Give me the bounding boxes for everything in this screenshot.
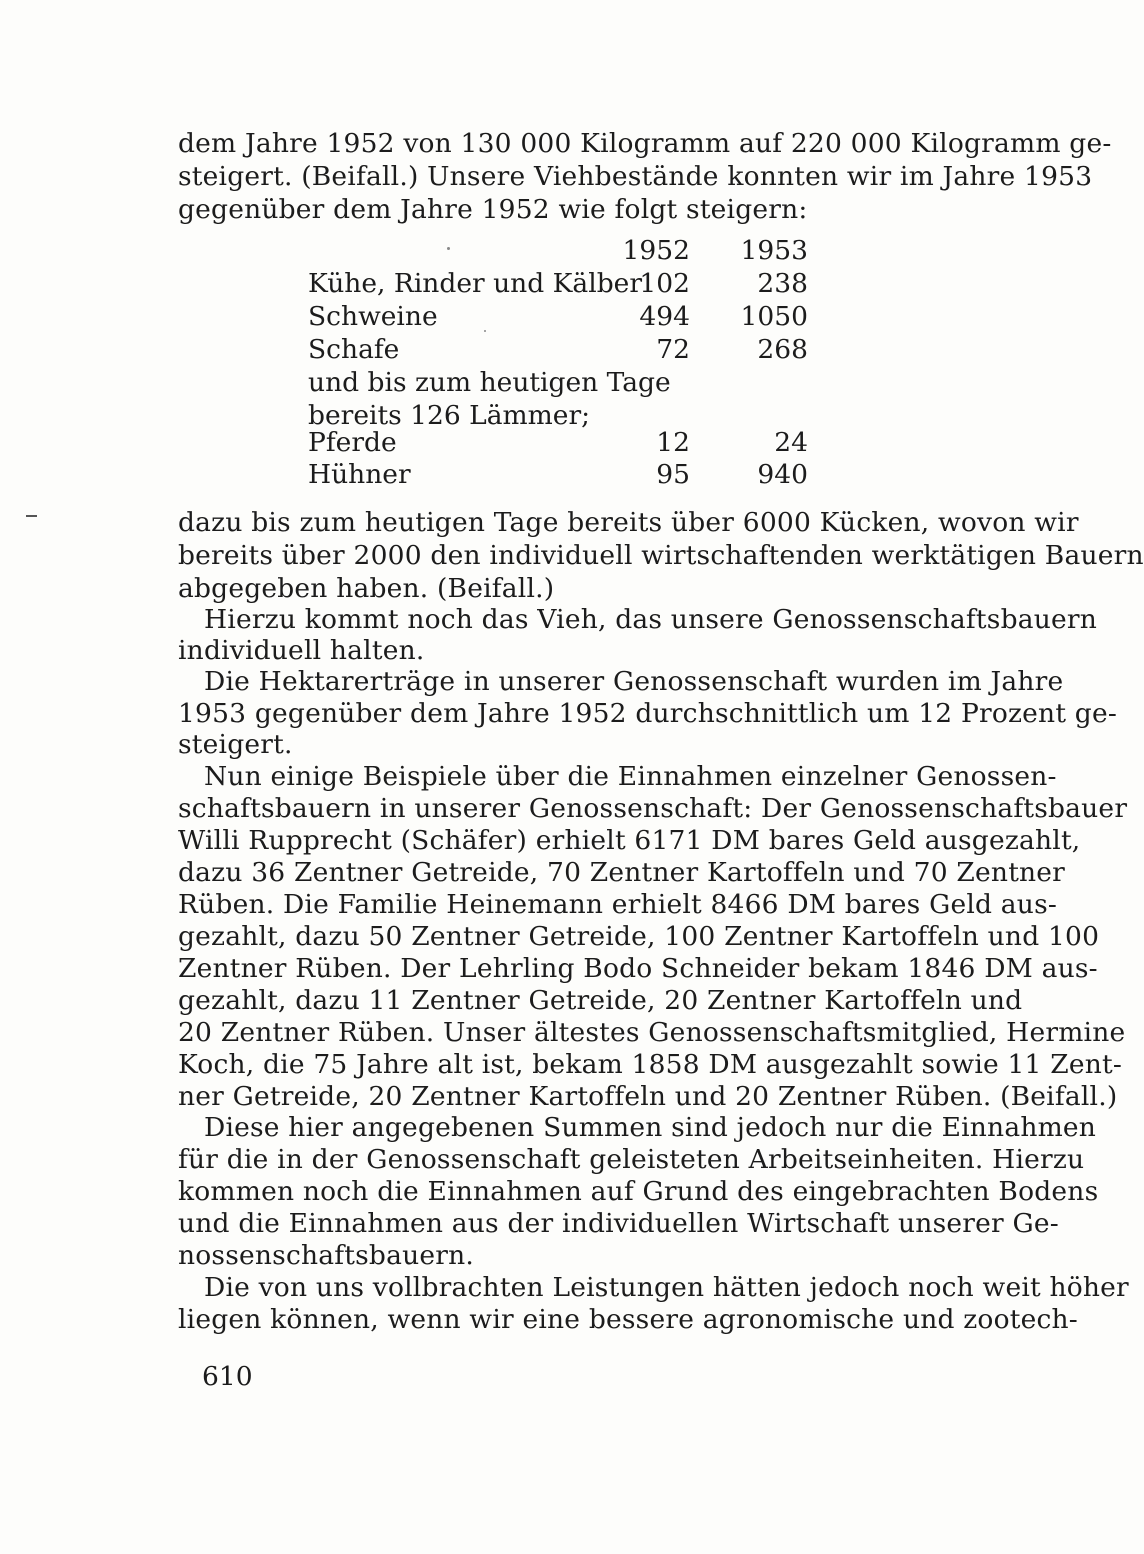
margin-dash [26,515,37,517]
cell-1952: 12 [656,427,690,458]
text-line: gegenüber dem Jahre 1952 wie folgt steigern: [178,194,808,225]
text-line: Willi Rupprecht (Schäfer) erhielt 6171 DM bares Geld ausgezahlt, [178,825,1081,856]
text-line: Koch, die 75 Jahre alt ist, bekam 1858 DM ausgezahlt sowie 11 Zent- [178,1049,1123,1080]
text-line: Zentner Rüben. Der Lehrling Bodo Schneider bekam 1846 DM aus- [178,953,1098,984]
text-line: Rüben. Die Familie Heinemann erhielt 8466 DM bares Geld aus- [178,889,1058,920]
text-line: Diese hier angegebenen Summen sind jedoch nur die Einnahmen [204,1112,1097,1143]
scan-speck [484,330,486,332]
text-line: liegen können, wenn wir eine bessere agronomische und zootech- [178,1304,1078,1335]
text-line: Hierzu kommt noch das Vieh, das unsere Genossenschaftsbauern [204,604,1098,635]
cell-1952: 72 [656,334,690,365]
text-line: kommen noch die Einnahmen auf Grund des eingebrachten Bodens [178,1176,1099,1207]
row-label: bereits 126 Lämmer; [308,400,591,431]
text-line: gezahlt, dazu 11 Zentner Getreide, 20 Zentner Kartoffeln und [178,985,1023,1016]
text-line: abgegeben haben. (Beifall.) [178,573,555,604]
text-line: 20 Zentner Rüben. Unser ältestes Genossenschaftsmitglied, Hermine [178,1017,1126,1048]
text-line: ner Getreide, 20 Zentner Kartoffeln und 20 Zentner Rüben. (Beifall.) [178,1081,1118,1112]
column-header-1953: 1953 [740,235,808,266]
text-line: dazu bis zum heutigen Tage bereits über 6000 Kücken, wovon wir [178,507,1079,538]
text-line: individuell halten. [178,635,425,666]
row-label: Schafe [308,334,400,365]
text-line: Die von uns vollbrachten Leistungen hätten jedoch noch weit höher [204,1272,1129,1303]
column-header-1952: 1952 [622,235,690,266]
row-label: Kühe, Rinder und Kälber [308,268,643,299]
row-label: und bis zum heutigen Tage [308,367,671,398]
row-label: Hühner [308,459,411,490]
text-line: nossenschaftsbauern. [178,1240,475,1271]
text-line: schaftsbauern in unserer Genossenschaft: Der Genossenschaftsbauer [178,793,1128,824]
page-number: 610 [202,1361,253,1392]
cell-1952: 95 [656,459,690,490]
scan-speck [447,247,450,250]
row-label: Schweine [308,301,438,332]
text-line: Nun einige Beispiele über die Einnahmen einzelner Genossen- [204,761,1057,792]
cell-1952: 102 [639,268,690,299]
cell-1953: 940 [757,459,808,490]
text-line: dazu 36 Zentner Getreide, 70 Zentner Kartoffeln und 70 Zentner [178,857,1066,888]
text-line: Die Hektarerträge in unserer Genossenschaft wurden im Jahre [204,666,1064,697]
text-line: dem Jahre 1952 von 130 000 Kilogramm auf 220 000 Kilogramm ge- [178,128,1112,159]
text-line: und die Einnahmen aus der individuellen Wirtschaft unserer Ge- [178,1208,1059,1239]
cell-1953: 24 [774,427,808,458]
row-label: Pferde [308,427,397,458]
text-line: gezahlt, dazu 50 Zentner Getreide, 100 Zentner Kartoffeln und 100 [178,921,1100,952]
text-line: steigert. [178,729,293,760]
text-line: 1953 gegenüber dem Jahre 1952 durchschnittlich um 12 Prozent ge- [178,698,1117,729]
cell-1952: 494 [639,301,690,332]
cell-1953: 238 [757,268,808,299]
text-line: steigert. (Beifall.) Unsere Viehbestände konnten wir im Jahre 1953 [178,161,1093,192]
text-line: für die in der Genossenschaft geleisteten Arbeitseinheiten. Hierzu [178,1144,1085,1175]
text-line: bereits über 2000 den individuell wirtschaftenden werktätigen Bauern [178,540,1144,571]
cell-1953: 1050 [740,301,808,332]
cell-1953: 268 [757,334,808,365]
